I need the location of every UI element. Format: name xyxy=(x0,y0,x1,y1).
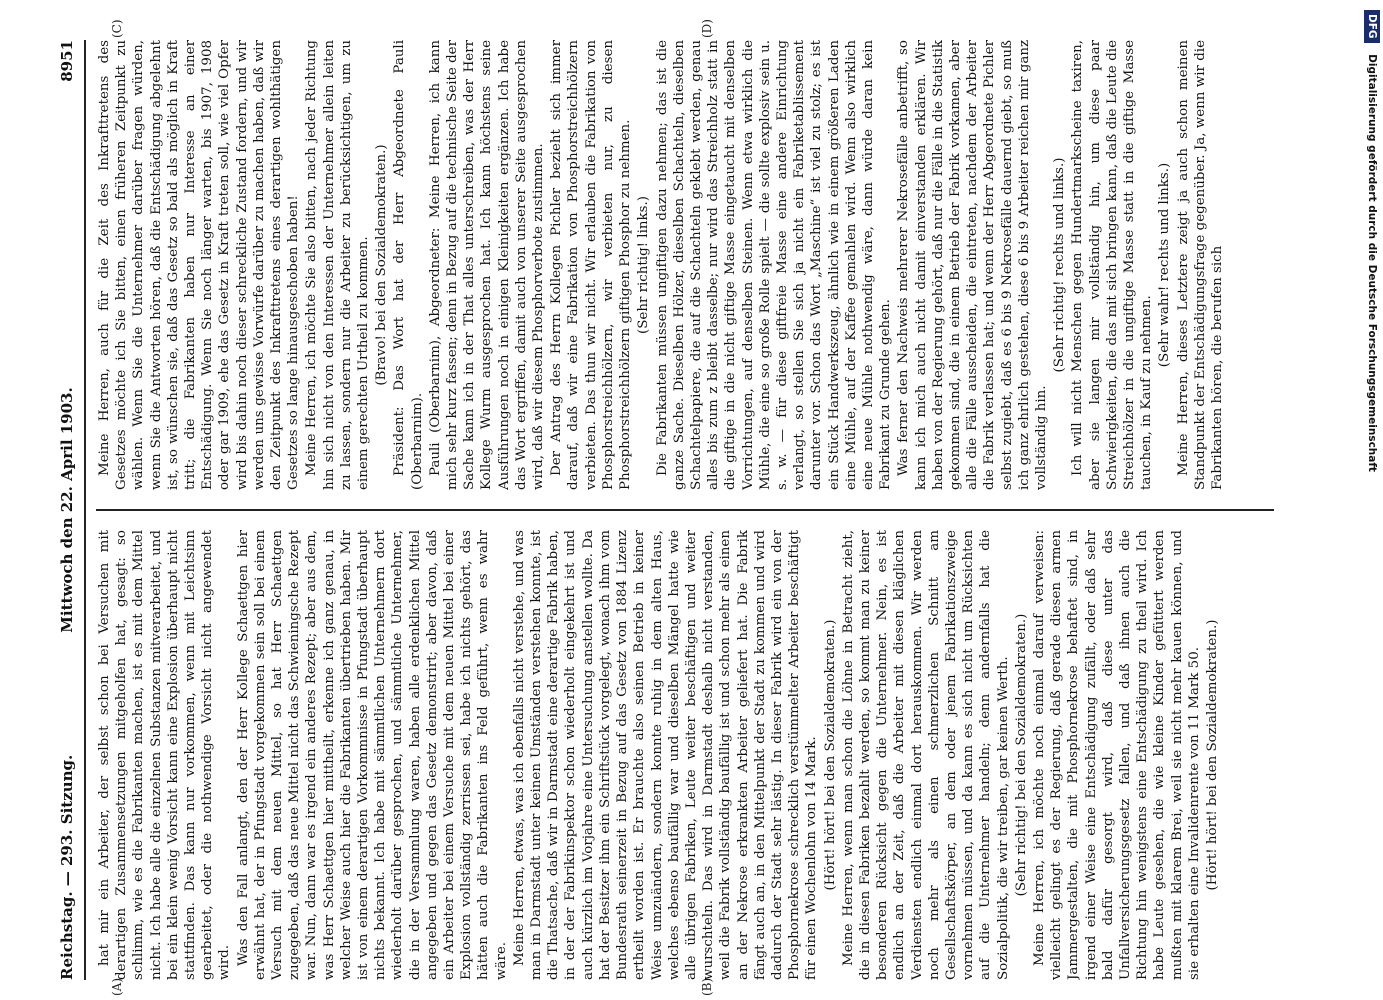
paragraph: Pauli (Oberbarnim), Abgeordneter: Meine Herren, ich kann mich sehr kurz fassen; denn in Bezug auf die technische Seite der Sache kann ich in der That alles unterschreiben, was der Herr Kollege Wurm ausgesprochen hat. Ich kann höchstens seine Ausführungen noch in einigen Kleinigkeiten ergänzen. Ich habe das Wort ergriffen, damit auch von unserer Seite ausgesprochen wird, daß wir diesem Phosphorverbote zustimmen. xyxy=(427,40,547,490)
marker-a: (A) xyxy=(110,977,124,996)
paragraph: Ich will nicht Menschen gegen Hundertmarkscheine taxiren, aber sie langen mir vollständig hin, um diese paar Schwierigkeiten, die das mit sich bringen kann, daß die Leute die Streichhölzer in die ungiftige Masse statt in die giftige Masse tauchen, in Kauf zu nehmen. xyxy=(1070,40,1155,490)
credit-text: Digitalisierung gefördert durch die Deutsche Forschungsgemeinschaft xyxy=(1366,54,1378,472)
paragraph: Meine Herren, etwas, was ich ebenfalls nicht verstehe, und was man in Darmstadt unter keinen Umständen verstehen konnte, ist die Thatsache, daß wir in Darmstadt eine derartige Fabrik haben, in der der Fabrikinspektor schon wiederholt eingekehrt ist und auch kürzlich im Vorjahre eine Untersuchung anstellen wollte. Da hat der Besitzer ihm ein Schriftstück vorgelegt, wonach ihm vom Bundesrath seinerzeit in Bezug auf das Gesetz von 1884 Lizenz ertheilt worden ist. Er brauchte also seinen Betrieb in keiner Weise umzuändern, sondern konnte ruhig in dem alten Haus, welches ebenso baufällig war und dieselben Mängel hatte wie alle übrigen Fabriken, Leute weiter beschäftigen und weiter wurschteln. Das wird in Darmstadt deshalb nicht verstanden, weil die Fabrik vollständig baufällig ist und schon mehr als einen an der Nekrose erkrankten Arbeiter geliefert hat. Die Fabrik fängt auch an, in den Mittelpunkt der Stadt zu kommen und wird dadurch der Stadt sehr lästig. In dieser Fabrik wird ein von der Phosphornekrose schrecklich verstümmelter Arbeiter beschäftigt für einen Wochenlohn von 14 Mark. xyxy=(511,530,820,980)
paragraph: (Bravo! bei den Sozialdemokraten.) xyxy=(374,144,390,386)
paragraph: Meine Herren, dieses Letztere zeigt ja auch schon meinen Standpunkt der Entschädigungsfrage gegenüber. Ja, wenn wir die Fabrikanten hören, die berufen sich xyxy=(1175,40,1225,490)
paragraph: Meine Herren, ich möchte Sie also bitten, nach jeder Richtung hin sich nicht von den Interessen der Unternehmer allein leiten zu lassen, sondern nur die Arbeiter zu berücksichtigen, um zu einem gerechten Urtheil zu kommen. xyxy=(304,40,372,490)
paragraph: Was den Fall anlangt, den der Herr Kollege Schaettgen hier erwähnt hat, der in Pfungstadt vorgekommen sein soll bei einem Versuch mit dem neuen Mittel, so hat Herr Schaettgen zugegeben, daß das neue Mittel nicht das Schwieningsche Rezept war. Nun, dann war es irgend ein anderes Rezept; aber aus dem, was Herr Schaettgen hier mittheilt, erkenne ich ganz genau, in welcher Weise auch hier die Fabrikanten übertrieben haben. Mir ist von einem derartigen Vorkommnisse in Pfungstadt überhaupt nichts bekannt. Ich habe mit sämmtlichen Unternehmern dort wiederholt darüber gesprochen, und sämmtliche Unternehmer, die in der Versammlung waren, haben alle erdenklichen Mittel angegeben und gegen das Gesetz demonstrirt; aber davon, daß ein Arbeiter bei einem Versuche mit dem neuen Mittel bei einer Explosion vollständig zerrissen sei, habe ich nichts gehört, das hätten auch die Fabrikanten ins Feld geführt, wenn es wahr wäre. xyxy=(235,530,509,980)
header-date: Mittwoch den 22. April 1903. xyxy=(58,387,76,633)
paragraph: Präsident: Das Wort hat der Herr Abgeordnete Pauli (Oberbarnim). xyxy=(392,40,425,490)
header-left: Reichstag. — 293. Sitzung. xyxy=(58,754,76,980)
paragraph: (Sehr wahr! rechts und links.) xyxy=(1157,162,1173,368)
marker-d: (D) xyxy=(700,19,714,38)
paragraph: Was ferner den Nachweis mehrerer Nekrosefälle anbetrifft, so kann ich mich auch nicht damit einverstanden erklären. Wir haben von der Regierung gehört, daß nur die Fälle in die Statistik gekommen sind, die in einem Betrieb der Fabrik vorkamen, aber alle die Fälle ausscheiden, die eintreten, nachdem der Arbeiter die Fabrik verlassen hat; und wenn der Herr Abgeordnete Pichler selbst zugiebt, daß es 6 bis 9 Nekrosefälle dauernd giebt, so muß ich ganz ehrlich gestehen, diese 6 bis 9 Arbeiter reichen mir ganz vollständig hin. xyxy=(896,40,1049,490)
left-column xyxy=(96,530,1274,980)
paragraph: Der Antrag des Herrn Kollegen Pichler bezieht sich immer darauf, daß wir eine Fabrikation von Phosphorstreichhölzern verbieten. Das thun wir nicht. Wir erlauben die Fabrikation von Phosphorstreichhölzern, wir verbieten nur, zu diesen Phosphorstreichhölzern giftigen Phosphor zu nehmen. xyxy=(549,40,634,490)
page-header xyxy=(58,40,84,980)
paragraph: (Sehr richtig! links.) xyxy=(636,196,652,334)
paragraph: (Hört! hört! bei den Sozialdemokraten.) xyxy=(1205,619,1220,891)
paragraph: Meine Herren, wenn man schon die Löhne in Betracht zieht, die in diesen Fabriken bezahlt werden, so kommt man zu keiner besonderen Rücksicht gegen die Unternehmer. Nein, es ist endlich an der Zeit, daß die Arbeiter mit diesen kläglichen Verdiensten endlich einmal dort herauskommen. Wir werden noch mehr als einen schmerzlichen Schnitt am Gesellschaftskörper, an dem oder jenem Fabrikationszweige vornehmen müssen, und da kann es sich nicht um Rücksichten auf die Unternehmer handeln; denn andernfalls hat die Sozialpolitik, die wir treiben, gar keinen Werth. xyxy=(840,530,1011,980)
marker-b: (B) xyxy=(700,977,714,996)
digitization-credit xyxy=(1362,10,1382,970)
header-rule xyxy=(84,40,86,980)
column-divider xyxy=(96,509,1274,511)
paragraph: (Hört! hört! bei den Sozialdemokraten.) xyxy=(822,619,838,891)
right-column xyxy=(96,40,1274,490)
dfg-logo: DFG xyxy=(1364,10,1380,43)
page-number: 8951 xyxy=(58,40,76,82)
paragraph: Meine Herren, auch für die Zeit des Inkrafttretens des Gesetzes möchte ich Sie bitten, einen früheren Zeitpunkt zu wählen. Wenn Sie die Unternehmer darüber fragen würden, wenn Sie die Antworten hören, daß die Entschädigung abgelehnt ist, so wünschen sie, daß das Gesetz so bald als möglich in Kraft tritt; die Fabrikanten haben nur Interesse an einer Entschädigung. Wenn Sie noch länger warten, bis 1907, 1908 oder gar 1909, ehe das Gesetz in Kraft treten soll, wie viel Opfer wird bis dahin noch dieser schreckliche Zustand fordern, und wir werden uns gewisse Vorwürfe darüber zu machen haben, daß wir den Zeitpunkt des Inkrafttretens eines derartigen wohlthätigen Gesetzes so lange hinausgeschoben haben! xyxy=(97,40,302,490)
paragraph: (Sehr richtig! rechts und links.) xyxy=(1052,157,1068,373)
paragraph: Meine Herren, ich möchte noch einmal darauf verweisen: vielleicht gelingt es der Regierung, daß gerade diesen armen Jammergestalten, die mit Phosphornekrose behaftet sind, in irgend einer Weise eine Entschädigung zufällt, oder daß sehr bald dafür gesorgt wird, daß diese unter das Unfallversicherungsgesetz fallen, und daß ihnen auch die Richtung hin wenigstens eine Entschädigung zu theil wird. Ich habe Leute gesehen, die wie kleine Kinder gefüttert werden mußten mit klarem Brei, weil sie nicht mehr kauen können, und sie erhalten eine Invalidenrente von 11 Mark 50. xyxy=(1031,530,1202,980)
paragraph: hat mir ein Arbeiter, der selbst schon bei Versuchen mit derartigen Zusammensetzungen mitgeholfen hat, gesagt: so schlimm, wie es die Fabrikanten machen, ist es mit dem Mittel nicht. Ich habe alle die einzelnen Substanzen mitverarbeitet, und bei ein klein wenig Vorsicht kann eine Explosion überhaupt nicht stattfinden. Das kann nur vorkommen, wenn mit Leichtsinn gearbeitet, oder die nothwendige Vorsicht nicht angewendet wird. xyxy=(97,530,233,980)
paragraph: (Sehr richtig! bei den Sozialdemokraten.) xyxy=(1013,613,1029,897)
marker-c: (C) xyxy=(110,19,124,38)
paragraph: Die Fabrikanten müssen ungiftigen dazu nehmen; das ist die ganze Sache. Dieselben Hölzer, dieselben Schachteln, dieselben Schachtelpapiere, die auf die Schachteln geklebt werden, genau alles bis zum z bleibt dasselbe; nur wird das Streichholz statt in die giftige in die nicht giftige Masse eingetaucht mit denselben Vorrichtungen, auf denselben Steinen. Wenn etwa wirklich die Mühle, die eine so große Rolle spielt — die sollte explosiv sein u. s. w. — für diese giftfreie Masse eine andere Einrichtung verlangt, so stellen Sie sich ja nicht ein Fabriketablissement darunter vor. Schon das Wort „Maschine“ ist viel zu stolz; es ist ein Stück Handwerkszeug, ähnlich wie in einem größeren Laden eine Mühle, auf der Kaffee gemahlen wird. Wenn also wirklich eine neue Mühle nothwendig wäre, dann würde daran kein Fabrikant zu Grunde gehen. xyxy=(654,40,894,490)
